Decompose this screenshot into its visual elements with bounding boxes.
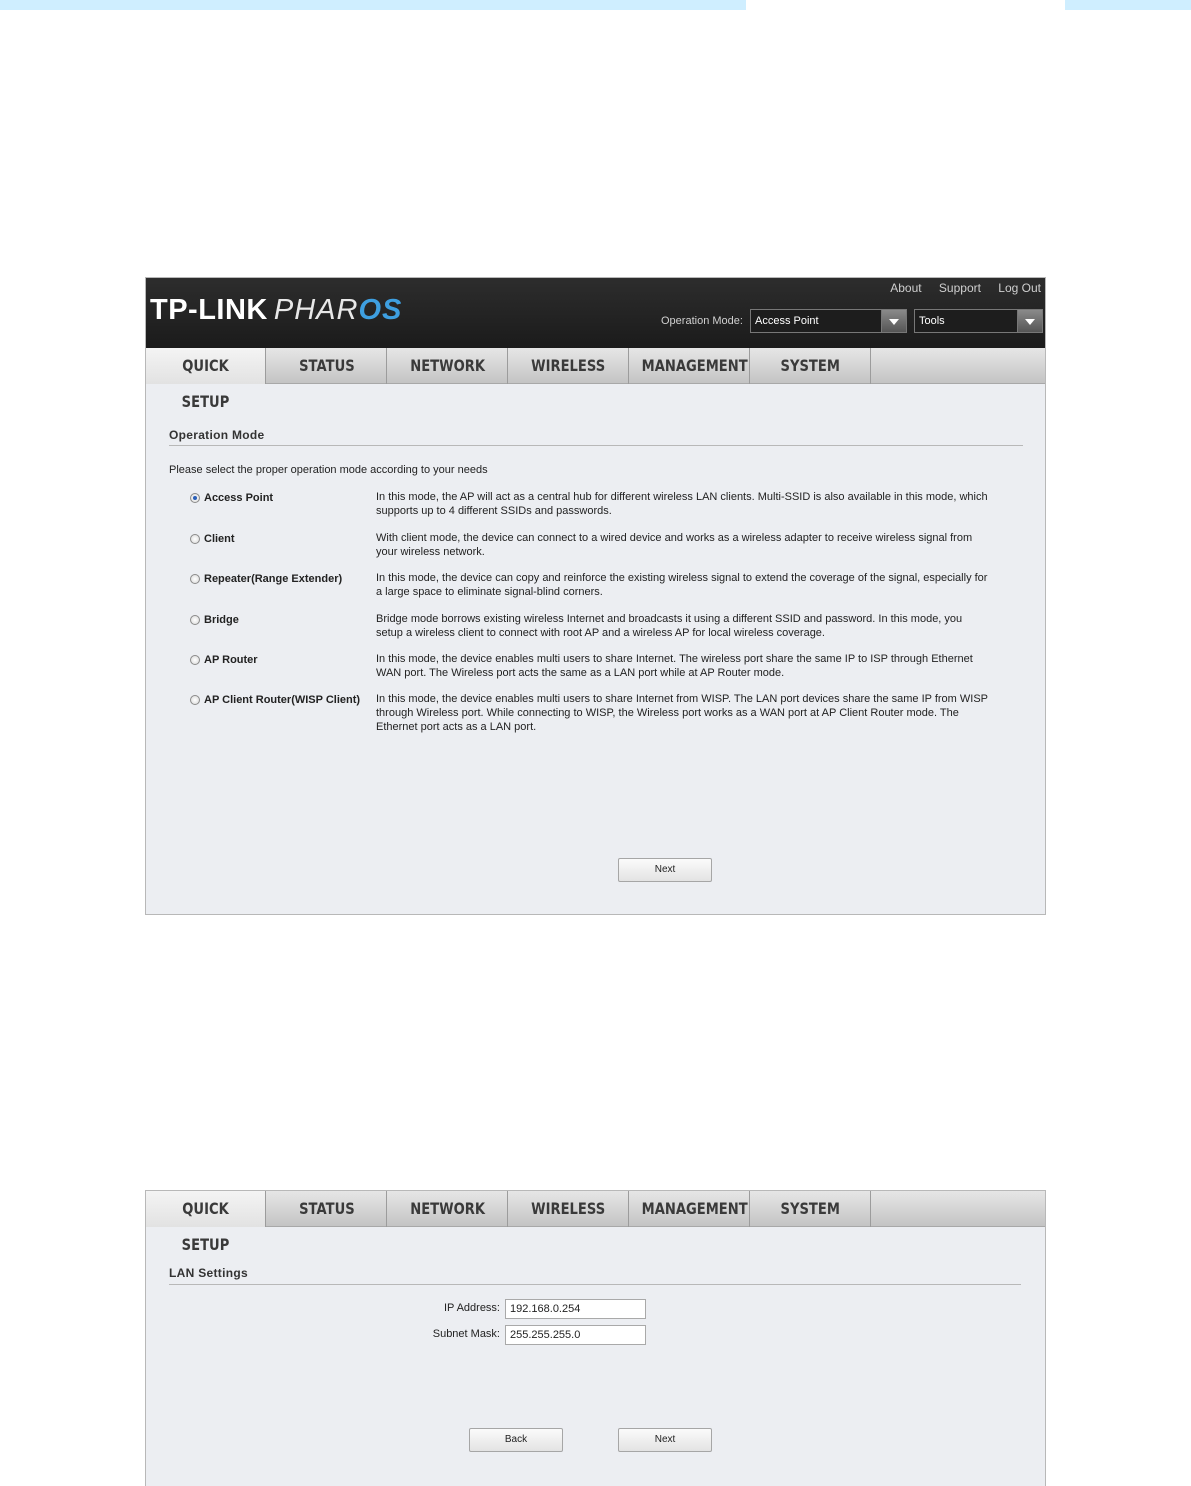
tab-status[interactable]: STATUS — [267, 348, 387, 384]
top-accent-bar-left — [0, 0, 746, 10]
section-divider — [169, 1284, 1021, 1285]
main-tabs — [146, 1191, 1045, 1254]
operation-mode-panel — [145, 277, 1046, 915]
chevron-down-icon[interactable] — [881, 310, 906, 332]
tp-link-pharos-logo — [150, 294, 402, 327]
back-button[interactable]: Back — [469, 1428, 563, 1452]
header-bar — [146, 278, 1045, 348]
section-title: LAN Settings — [169, 1266, 248, 1280]
tab-network[interactable]: NETWORK — [388, 1191, 508, 1227]
operation-mode-select[interactable] — [750, 309, 907, 333]
tab-wireless[interactable]: WIRELESS — [509, 348, 629, 384]
next-button[interactable]: Next — [618, 858, 712, 882]
radio-repeater[interactable] — [190, 574, 200, 584]
radio-wisp-client[interactable] — [190, 695, 200, 705]
logo-product: PHAROS — [273, 294, 403, 326]
mode-name[interactable]: Repeater(Range Extender) — [204, 573, 343, 585]
tab-management[interactable]: MANAGEMENT — [630, 348, 750, 384]
section-divider — [169, 445, 1023, 446]
top-accent-bar-right — [1065, 0, 1191, 10]
mode-name[interactable]: Access Point — [204, 492, 274, 504]
mode-name[interactable]: Bridge — [204, 614, 239, 626]
logo-brand: TP-LINK — [150, 294, 268, 326]
intro-text: Please select the proper operation mode according to your needs — [169, 464, 488, 476]
mode-name[interactable]: Client — [204, 533, 235, 545]
mode-name[interactable]: AP Router — [204, 654, 258, 666]
top-links — [876, 281, 1041, 295]
chevron-down-icon[interactable] — [1017, 310, 1042, 332]
tab-system[interactable]: SYSTEM — [751, 348, 871, 384]
radio-ap-router[interactable] — [190, 655, 200, 665]
tab-wireless[interactable]: WIRELESS — [509, 1191, 629, 1227]
lan-settings-panel — [145, 1190, 1046, 1486]
tab-management[interactable]: MANAGEMENT — [630, 1191, 750, 1227]
mode-description: In this mode, the device can copy and reinforce the existing wireless signal to extend the coverage of the signal, especially for a large space to eliminate signal-blind corners. — [376, 572, 988, 598]
subnet-mask-input[interactable] — [505, 1325, 646, 1345]
tab-quick-setup[interactable]: QUICK SETUP — [146, 1191, 266, 1227]
ip-address-input[interactable] — [505, 1299, 646, 1319]
support-link[interactable]: Support — [938, 281, 981, 295]
tab-status[interactable]: STATUS — [267, 1191, 387, 1227]
logout-link[interactable]: Log Out — [998, 281, 1041, 295]
ip-address-label: IP Address: — [443, 1302, 500, 1314]
tools-select[interactable] — [914, 309, 1043, 333]
about-link[interactable]: About — [890, 281, 922, 295]
mode-name[interactable]: AP Client Router(WISP Client) — [204, 694, 361, 706]
radio-client[interactable] — [190, 534, 200, 544]
mode-description: In this mode, the device enables multi users to share Internet from WISP. The LAN port devices share the same IP from WISP through Wireless port. While connecting to WISP, the Wireless port works as a WAN port at AP Client Router mode. The Ethernet port acts as a LAN port. — [376, 693, 988, 733]
mode-description: With client mode, the device can connect to a wired device and works as a wireless adapter to receive wireless signal from your wireless network. — [376, 532, 973, 558]
section-title: Operation Mode — [169, 428, 265, 442]
mode-description: In this mode, the device enables multi users to share Internet. The wireless port share the same IP to ISP through Ethernet WAN port. The Wireless port acts the same as a LAN port while at AP Router mode. — [376, 653, 973, 679]
mode-description: Bridge mode borrows existing wireless Internet and broadcasts it using a different SSID and password. In this mode, you setup a wireless client to connect with root AP and a wireless AP for local wireless coverage. — [376, 613, 963, 639]
operation-mode-value: Access Point — [755, 315, 819, 327]
main-tabs — [146, 348, 1045, 411]
operation-mode-label: Operation Mode: — [661, 315, 743, 327]
next-button[interactable]: Next — [618, 1428, 712, 1452]
tab-quick-setup[interactable]: QUICK SETUP — [146, 348, 266, 384]
tab-system[interactable]: SYSTEM — [751, 1191, 871, 1227]
radio-access-point[interactable] — [190, 493, 200, 503]
tools-value: Tools — [919, 315, 945, 327]
mode-description: In this mode, the AP will act as a central hub for different wireless LAN clients. Multi-SSID is also available in this mode, which supports up to 4 different SSIDs and passwords. — [376, 491, 988, 517]
subnet-mask-label: Subnet Mask: — [432, 1328, 500, 1340]
tab-network[interactable]: NETWORK — [388, 348, 508, 384]
radio-bridge[interactable] — [190, 615, 200, 625]
